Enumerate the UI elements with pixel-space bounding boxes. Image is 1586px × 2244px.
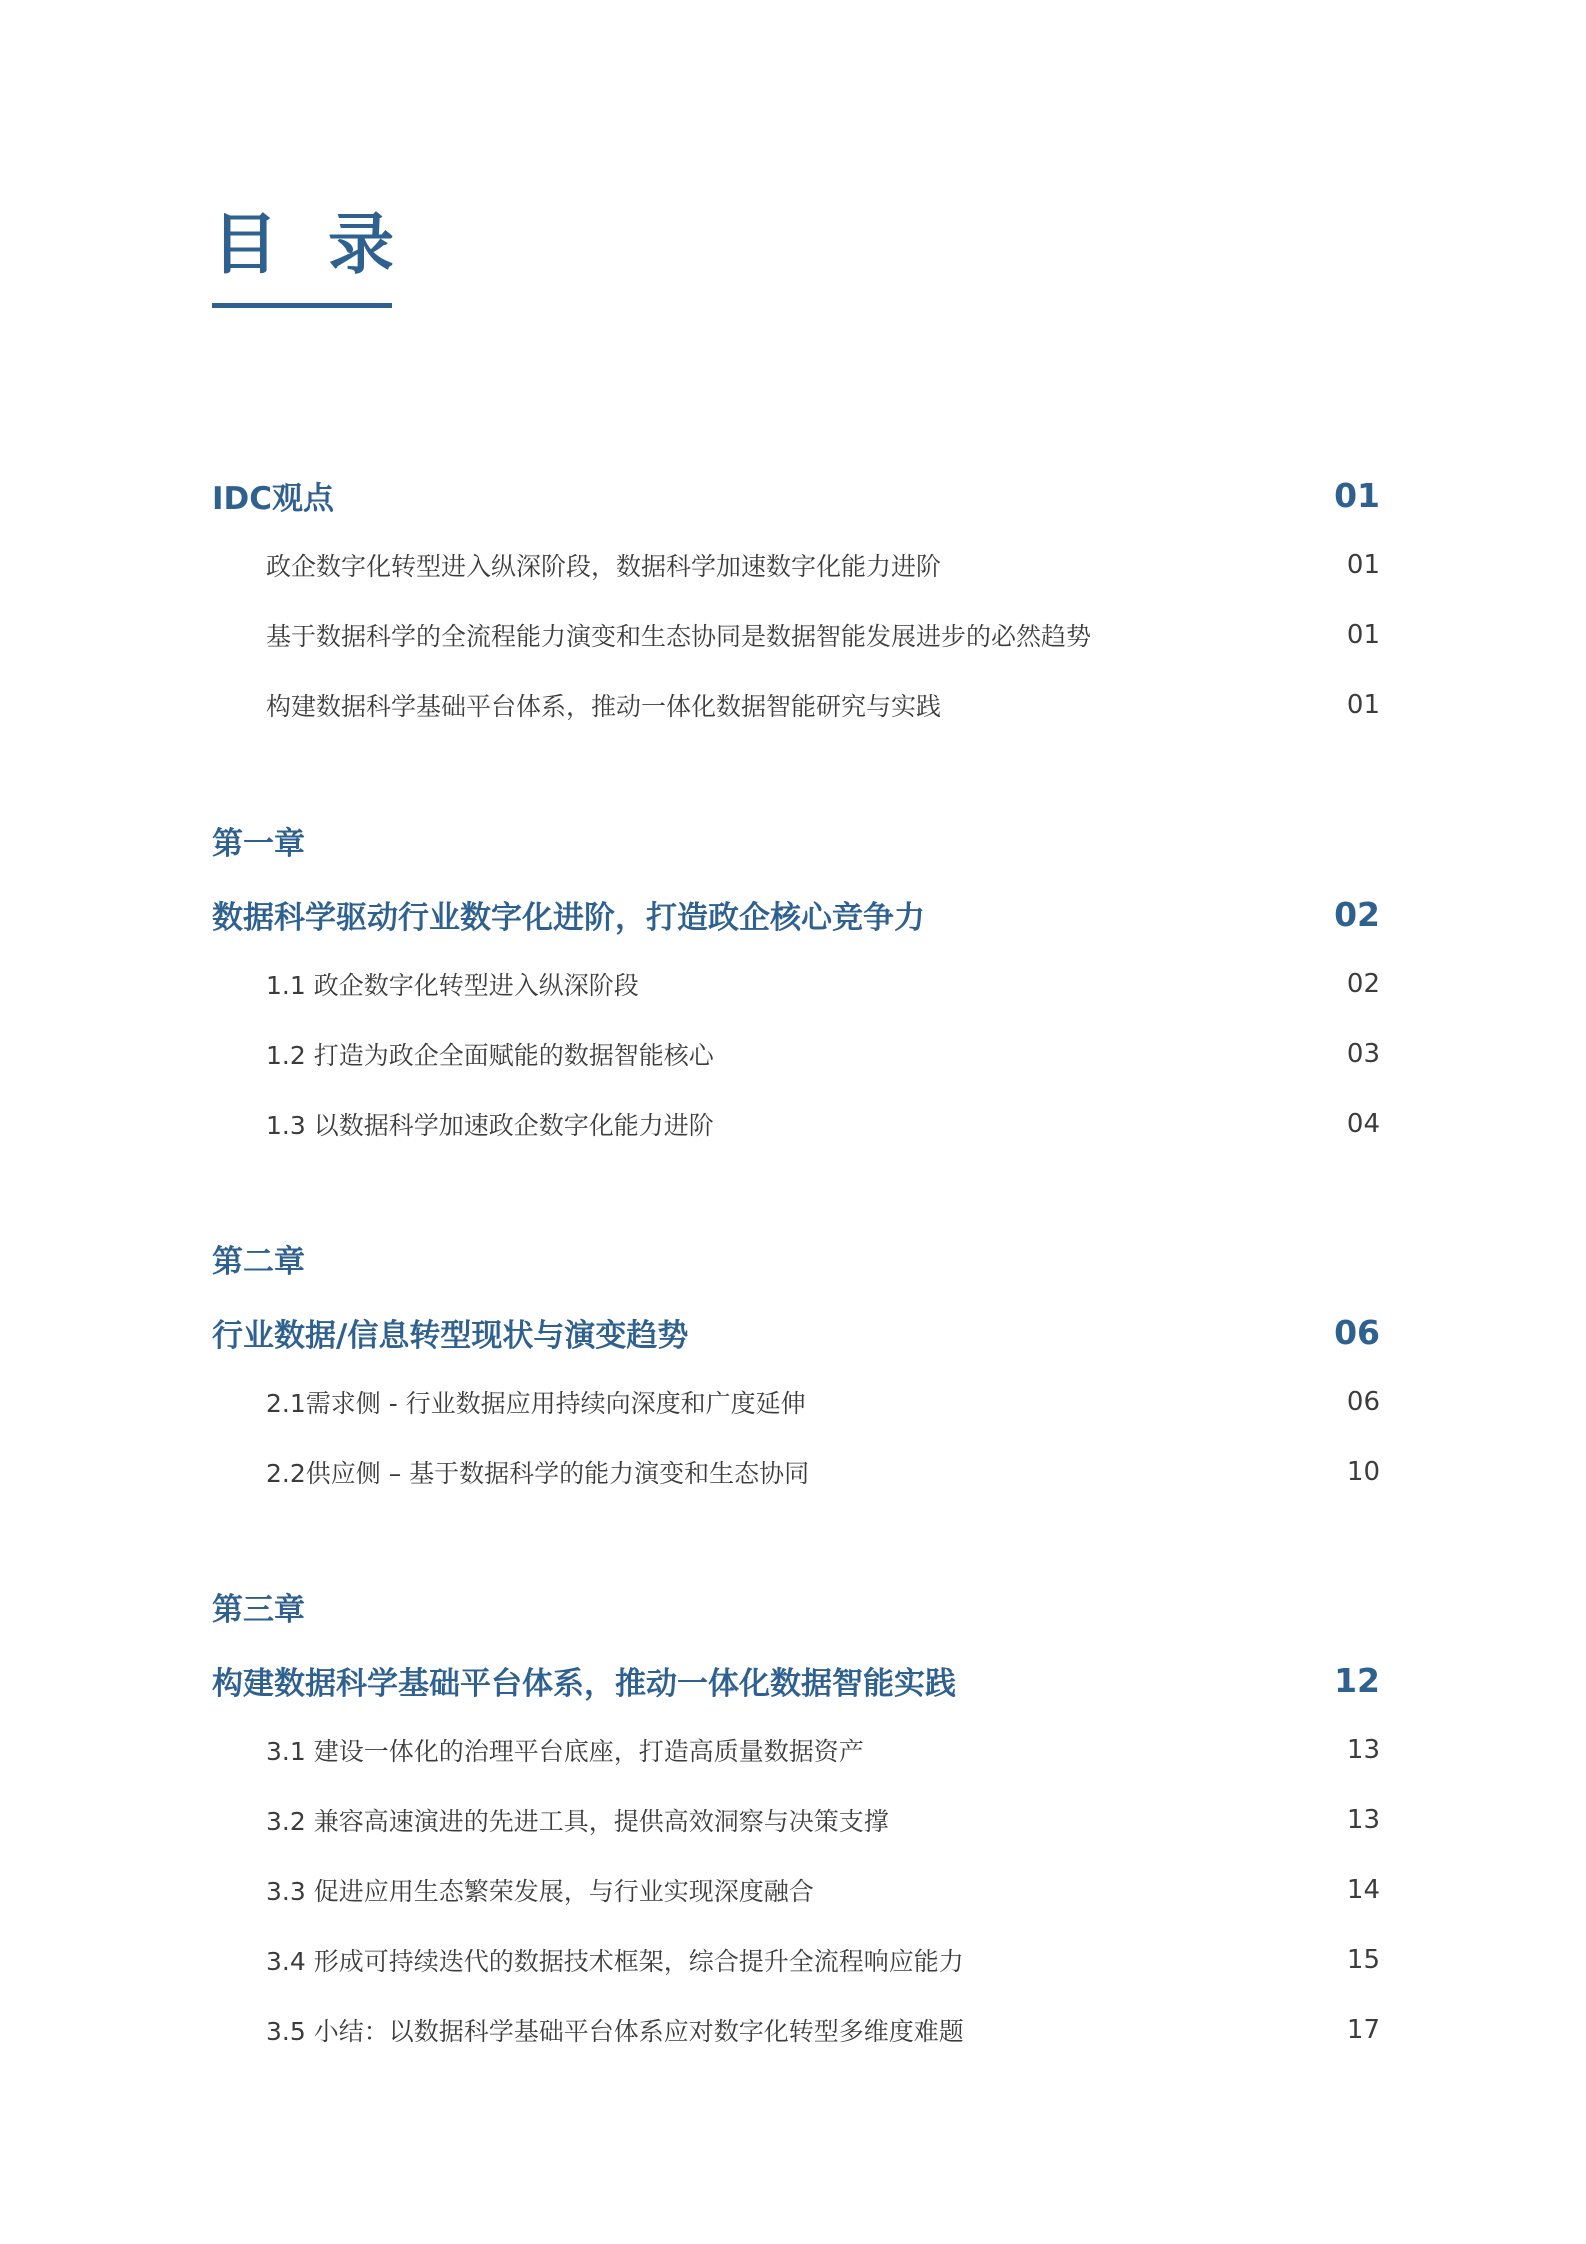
- toc-page-number: 06: [1334, 1312, 1380, 1352]
- toc-entry-label: 1.3 以数据科学加速政企数字化能力进阶: [266, 1111, 714, 1140]
- toc-page-number: 13: [1346, 1735, 1380, 1765]
- toc-page-number: 06: [1346, 1387, 1380, 1417]
- toc-entry-sub[interactable]: [212, 1089, 1380, 1159]
- toc-page-number: 15: [1346, 1945, 1380, 1975]
- toc-page-number: 01: [1346, 620, 1380, 650]
- toc-section-chapter-2: [212, 1227, 1380, 1507]
- chapter-label: 第一章: [212, 826, 305, 862]
- toc-entry-label: 2.2供应侧 – 基于数据科学的能力演变和生态协同: [266, 1459, 810, 1488]
- toc-entry-label: 3.4 形成可持续迭代的数据技术框架，综合提升全流程响应能力: [266, 1947, 964, 1976]
- toc-entry-label: 构建数据科学基础平台体系，推动一体化数据智能研究与实践: [266, 692, 942, 721]
- toc-entry-sub[interactable]: [212, 1019, 1380, 1089]
- toc-entry-sub[interactable]: [212, 1925, 1380, 1995]
- toc-page-number: 01: [1346, 550, 1380, 580]
- toc-entry-title: 构建数据科学基础平台体系，推动一体化数据智能实践: [212, 1665, 956, 1702]
- toc-entry-label: 政企数字化转型进入纵深阶段，数据科学加速数字化能力进阶: [266, 552, 942, 581]
- toc-page-number: 17: [1346, 2015, 1380, 2045]
- toc-page-number: 02: [1334, 894, 1380, 934]
- chapter-label: 第三章: [212, 1592, 305, 1628]
- toc-entry-main[interactable]: [212, 879, 1380, 949]
- title-underline: [212, 303, 392, 308]
- toc-page-number: 01: [1346, 690, 1380, 720]
- toc-page-number: 12: [1334, 1660, 1380, 1700]
- toc-section-chapter-1: [212, 809, 1380, 1159]
- toc-entry-sub[interactable]: [212, 1995, 1380, 2065]
- toc-page-number: 13: [1346, 1805, 1380, 1835]
- toc-entry-sub[interactable]: [212, 949, 1380, 1019]
- toc-entry-sub[interactable]: [212, 1855, 1380, 1925]
- page-title: 目录: [212, 206, 444, 283]
- toc-page-number: 01: [1334, 475, 1380, 515]
- toc-entry-sub[interactable]: [212, 600, 1380, 670]
- toc-section-idc: [212, 460, 1380, 740]
- chapter-label: 第二章: [212, 1244, 305, 1280]
- toc-entry-sub[interactable]: [212, 530, 1380, 600]
- toc-entry-label: 基于数据科学的全流程能力演变和生态协同是数据智能发展进步的必然趋势: [266, 622, 1092, 651]
- toc-page-number: 02: [1346, 969, 1380, 999]
- toc-entry-title: 数据科学驱动行业数字化进阶，打造政企核心竞争力: [212, 899, 925, 936]
- toc-entry-label: 1.2 打造为政企全面赋能的数据智能核心: [266, 1041, 714, 1070]
- toc-page-number: 10: [1346, 1457, 1380, 1487]
- toc-entry-sub[interactable]: [212, 1437, 1380, 1507]
- toc-entry-sub[interactable]: [212, 1367, 1380, 1437]
- toc-entry-label: 3.5 小结：以数据科学基础平台体系应对数字化转型多维度难题: [266, 2017, 964, 2046]
- toc-entry-sub[interactable]: [212, 670, 1380, 740]
- toc-entry-label: 3.1 建设一体化的治理平台底座，打造高质量数据资产: [266, 1737, 864, 1766]
- toc-entry-title: 行业数据/信息转型现状与演变趋势: [212, 1317, 689, 1354]
- toc-entry-main[interactable]: [212, 460, 1380, 530]
- toc-page-number: 04: [1346, 1109, 1380, 1139]
- toc-page-number: 14: [1346, 1875, 1380, 1905]
- toc-section-chapter-3: [212, 1575, 1380, 2065]
- toc-entry-sub[interactable]: [212, 1715, 1380, 1785]
- toc-entry-sub[interactable]: [212, 1785, 1380, 1855]
- toc-entry-label: 3.2 兼容高速演进的先进工具，提供高效洞察与决策支撑: [266, 1807, 889, 1836]
- toc-entry-main[interactable]: [212, 1645, 1380, 1715]
- toc-entry-main[interactable]: [212, 1297, 1380, 1367]
- toc-page-number: 03: [1346, 1039, 1380, 1069]
- toc-entry-label: 1.1 政企数字化转型进入纵深阶段: [266, 971, 639, 1000]
- toc-entry-label: 3.3 促进应用生态繁荣发展，与行业实现深度融合: [266, 1877, 814, 1906]
- toc-entry-label: 2.1需求侧 - 行业数据应用持续向深度和广度延伸: [266, 1389, 806, 1418]
- toc-entry-title: IDC观点: [212, 480, 335, 517]
